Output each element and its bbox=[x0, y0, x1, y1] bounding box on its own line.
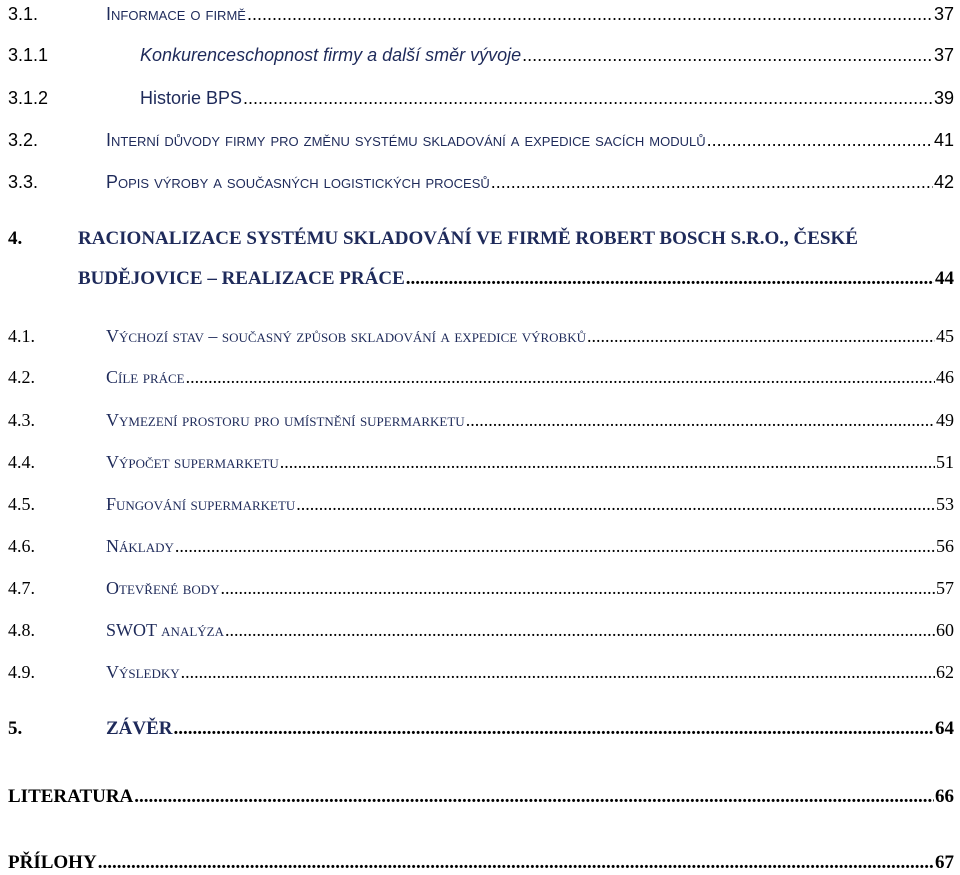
toc-page-number: 60 bbox=[936, 620, 954, 640]
toc-page-number: 62 bbox=[936, 662, 954, 682]
toc-page-number: 64 bbox=[935, 718, 954, 739]
toc-title: Výpočet supermarketu bbox=[106, 452, 279, 472]
toc-page-number: 46 bbox=[936, 367, 954, 387]
toc-number: 5. bbox=[8, 718, 23, 739]
toc-number: 4.3. bbox=[8, 410, 35, 430]
toc-leader-dots bbox=[280, 452, 935, 473]
toc-chapter-entry[interactable] bbox=[8, 228, 954, 250]
toc-number: 3.3. bbox=[8, 172, 39, 192]
toc-number: 3.2. bbox=[8, 130, 39, 150]
toc-title: Výchozí stav – současný způsob skladování a expedice výrobků bbox=[106, 326, 586, 346]
toc-entry[interactable] bbox=[8, 452, 954, 473]
toc-leader-dots bbox=[134, 786, 934, 808]
toc-leader-dots bbox=[243, 88, 933, 109]
toc-leader-dots bbox=[707, 130, 933, 151]
toc-leader-dots bbox=[181, 662, 935, 683]
toc-title-line2: BUDĚJOVICE – REALIZACE PRÁCE bbox=[78, 268, 405, 289]
toc-title: Historie BPS bbox=[140, 88, 243, 108]
toc-entry[interactable] bbox=[8, 536, 954, 557]
toc-entry[interactable] bbox=[8, 367, 954, 388]
toc-entry[interactable] bbox=[8, 4, 954, 25]
toc-title: SWOT analýza bbox=[106, 620, 224, 640]
toc-number: 4.7. bbox=[8, 578, 35, 598]
toc-page-number: 67 bbox=[935, 852, 954, 873]
toc-number: 4.9. bbox=[8, 662, 35, 682]
toc-entry[interactable] bbox=[8, 88, 954, 109]
toc-leader-dots bbox=[296, 494, 935, 515]
toc-entry[interactable] bbox=[8, 662, 954, 683]
toc-title: Náklady bbox=[106, 536, 174, 556]
toc-page-number: 57 bbox=[936, 578, 954, 598]
toc-leader-dots bbox=[221, 578, 935, 599]
toc-number: 4. bbox=[8, 228, 23, 249]
toc-title: Interní důvody firmy pro změnu systému skladování a expedice sacích modulů bbox=[106, 130, 706, 150]
toc-leader-dots bbox=[175, 536, 935, 557]
toc-number: 3.1.1 bbox=[8, 45, 49, 65]
toc-title: Informace o firmě bbox=[106, 4, 246, 24]
toc-page-number: 37 bbox=[933, 45, 954, 65]
toc-leader-dots bbox=[186, 367, 935, 388]
toc-title: ZÁVĚR bbox=[106, 718, 173, 739]
toc-entry[interactable] bbox=[8, 326, 954, 347]
toc-page-number: 66 bbox=[935, 786, 954, 807]
toc-page-number: 51 bbox=[936, 452, 954, 472]
toc-entry[interactable] bbox=[8, 172, 954, 193]
toc-chapter-entry-continued[interactable] bbox=[8, 268, 954, 290]
toc-title: Cíle práce bbox=[106, 367, 185, 387]
toc-title: Popis výroby a současných logistických procesů bbox=[106, 172, 490, 192]
toc-leader-dots bbox=[522, 45, 933, 66]
toc-page-number: 49 bbox=[936, 410, 954, 430]
toc-leader-dots bbox=[466, 410, 935, 431]
toc-number: 4.1. bbox=[8, 326, 35, 346]
toc-leader-dots bbox=[247, 4, 933, 25]
toc-page-number: 41 bbox=[933, 130, 954, 150]
toc-entry[interactable] bbox=[8, 130, 954, 151]
toc-title: LITERATURA bbox=[8, 786, 134, 807]
toc-page-number: 37 bbox=[933, 4, 954, 24]
toc-number: 4.6. bbox=[8, 536, 35, 556]
toc-chapter-entry[interactable] bbox=[8, 786, 954, 808]
toc-number: 4.5. bbox=[8, 494, 35, 514]
toc-title-line1: RACIONALIZACE SYSTÉMU SKLADOVÁNÍ VE FIRMĚ ROBERT BOSCH S.R.O., ČESKÉ bbox=[78, 228, 858, 249]
toc-page-number: 44 bbox=[935, 268, 954, 289]
toc-entry[interactable] bbox=[8, 410, 954, 431]
toc-leader-dots bbox=[587, 326, 935, 347]
toc-leader-dots bbox=[225, 620, 935, 641]
toc-title: Fungování supermarketu bbox=[106, 494, 296, 514]
toc-chapter-entry[interactable] bbox=[8, 718, 954, 740]
toc-page-number: 56 bbox=[936, 536, 954, 556]
toc-title: PŘÍLOHY bbox=[8, 852, 97, 873]
toc-leader-dots bbox=[98, 852, 934, 874]
toc-title: Otevřené body bbox=[106, 578, 220, 598]
toc-chapter-entry[interactable] bbox=[8, 852, 954, 874]
toc-entry[interactable] bbox=[8, 620, 954, 641]
toc-title: Výsledky bbox=[106, 662, 180, 682]
toc-title: Vymezení prostoru pro umístnění supermarketu bbox=[106, 410, 465, 430]
toc-title: Konkurenceschopnost firmy a další směr vývoje bbox=[140, 45, 522, 65]
toc-leader-dots bbox=[174, 718, 934, 740]
toc-number: 3.1. bbox=[8, 4, 39, 24]
toc-entry[interactable] bbox=[8, 494, 954, 515]
toc-page-number: 42 bbox=[933, 172, 954, 192]
toc-number: 4.8. bbox=[8, 620, 35, 640]
toc-leader-dots bbox=[406, 268, 934, 290]
toc-number: 4.4. bbox=[8, 452, 35, 472]
toc-number: 3.1.2 bbox=[8, 88, 49, 108]
toc-entry[interactable] bbox=[8, 45, 954, 66]
toc-page-number: 53 bbox=[936, 494, 954, 514]
toc-entry[interactable] bbox=[8, 578, 954, 599]
toc-leader-dots bbox=[491, 172, 933, 193]
toc-number: 4.2. bbox=[8, 367, 35, 387]
toc-page-number: 39 bbox=[933, 88, 954, 108]
toc-page-number: 45 bbox=[936, 326, 954, 346]
